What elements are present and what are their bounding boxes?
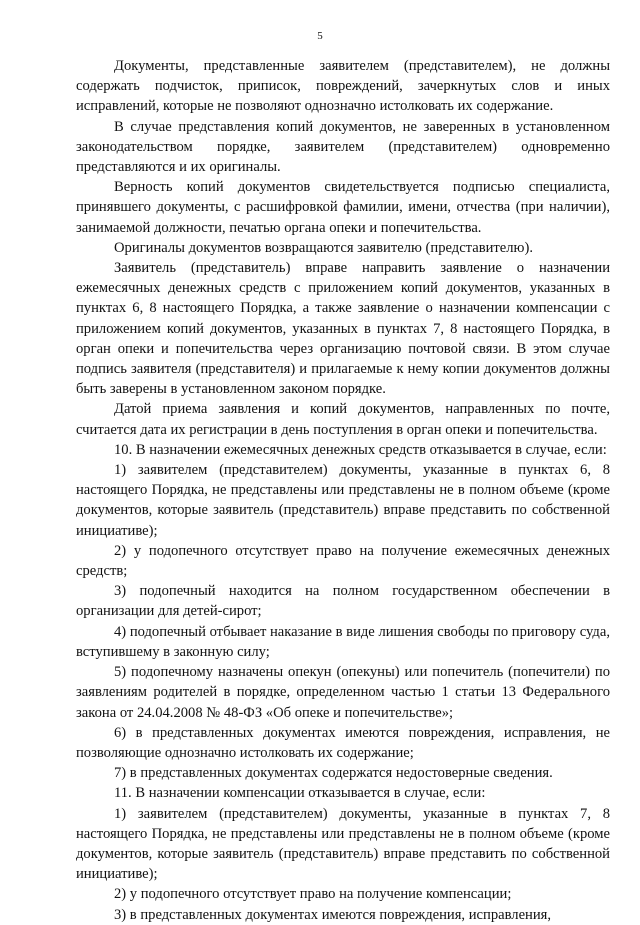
list-item-10-3: 3) подопечный находится на полном государственном обеспечении в организации для детей-сирот; <box>76 583 610 620</box>
paragraph-clause-10: 10. В назначении ежемесячных денежных средств отказывается в случае, если: <box>114 441 607 458</box>
list-item-10-6: 6) в представленных документах имеются повреждения, исправления, не позволяющие однозначно истолковать их содержание; <box>76 724 610 761</box>
paragraph-clause-11: 11. В назначении компенсации отказывается в случае, если: <box>114 785 486 802</box>
list-item-10-7: 7) в представленных документах содержатся недостоверные сведения. <box>114 765 553 782</box>
list-item-11-2: 2) у подопечного отсутствует право на получение компенсации; <box>114 886 512 903</box>
list-item-11-3: 3) в представленных документах имеются повреждения, исправления, <box>114 906 552 923</box>
list-item-10-1: 1) заявителем (представителем) документы, указанные в пунктах 6, 8 настоящего Порядка, не представлены или представлены не в полном объеме (кроме документов, которые заявитель (представитель) вправе представить по собственной инициативе); <box>76 462 610 539</box>
paragraph-postal-submission: Заявитель (представитель) вправе направить заявление о назначении ежемесячных денежных средств с приложением копий документов, указанных в пунктах 6, 8 настоящего Порядка, а также заявление о назначении компенсации с приложением копий документов, указанных в пунктах 7, 8 настоящего Порядка, в орган опеки и попечительства через организацию почтовой связи. В этом случае подпись заявителя (представителя) и прилагаемые к нему копии документов должны быть заверены в установленном законом порядке. <box>76 260 610 398</box>
list-item-10-5: 5) подопечному назначены опекун (опекуны) или попечитель (попечители) по заявлениям родителей в порядке, определенном частью 1 статьи 13 Федерального закона от 24.04.2008 № 48-ФЗ «Об опеке и попечительстве»; <box>76 664 610 721</box>
paragraph-copies-originals: В случае представления копий документов, не заверенных в установленном законодательством порядке, заявителем (представителем) одновременно представляются и их оригиналы. <box>76 118 610 176</box>
paragraph-postal-date: Датой приема заявления и копий документов, направленных по почте, считается дата их регистрации в день поступления в орган опеки и попечительства. <box>76 401 610 438</box>
list-item-10-2: 2) у подопечного отсутствует право на получение ежемесячных денежных средств; <box>76 542 610 580</box>
paragraph-copy-certification: Верность копий документов свидетельствуется подписью специалиста, принявшего документы, с расшифровкой фамилии, имени, отчества (при наличии), занимаемой должности, печатью органа опеки и попечительства. <box>76 179 610 236</box>
document-body <box>76 56 610 925</box>
page-number: 5 <box>317 30 323 42</box>
list-item-10-4: 4) подопечный отбывает наказание в виде лишения свободы по приговору суда, вступившему в законную силу; <box>76 623 610 660</box>
list-item-11-1: 1) заявителем (представителем) документы, указанные в пунктах 7, 8 настоящего Порядка, не представлены или представлены не в полном объеме (кроме документов, которые заявитель (представитель) вправе представить по собственной инициативе); <box>76 805 610 883</box>
paragraph-originals-returned: Оригиналы документов возвращаются заявителю (представителю). <box>114 239 533 256</box>
paragraph-documents-requirements: Документы, представленные заявителем (представителем), не должны содержать подчисток, приписок, повреждений, зачеркнутых слов и иных исправлений, которые не позволяют однозначно истолковать их содержание. <box>76 58 610 115</box>
